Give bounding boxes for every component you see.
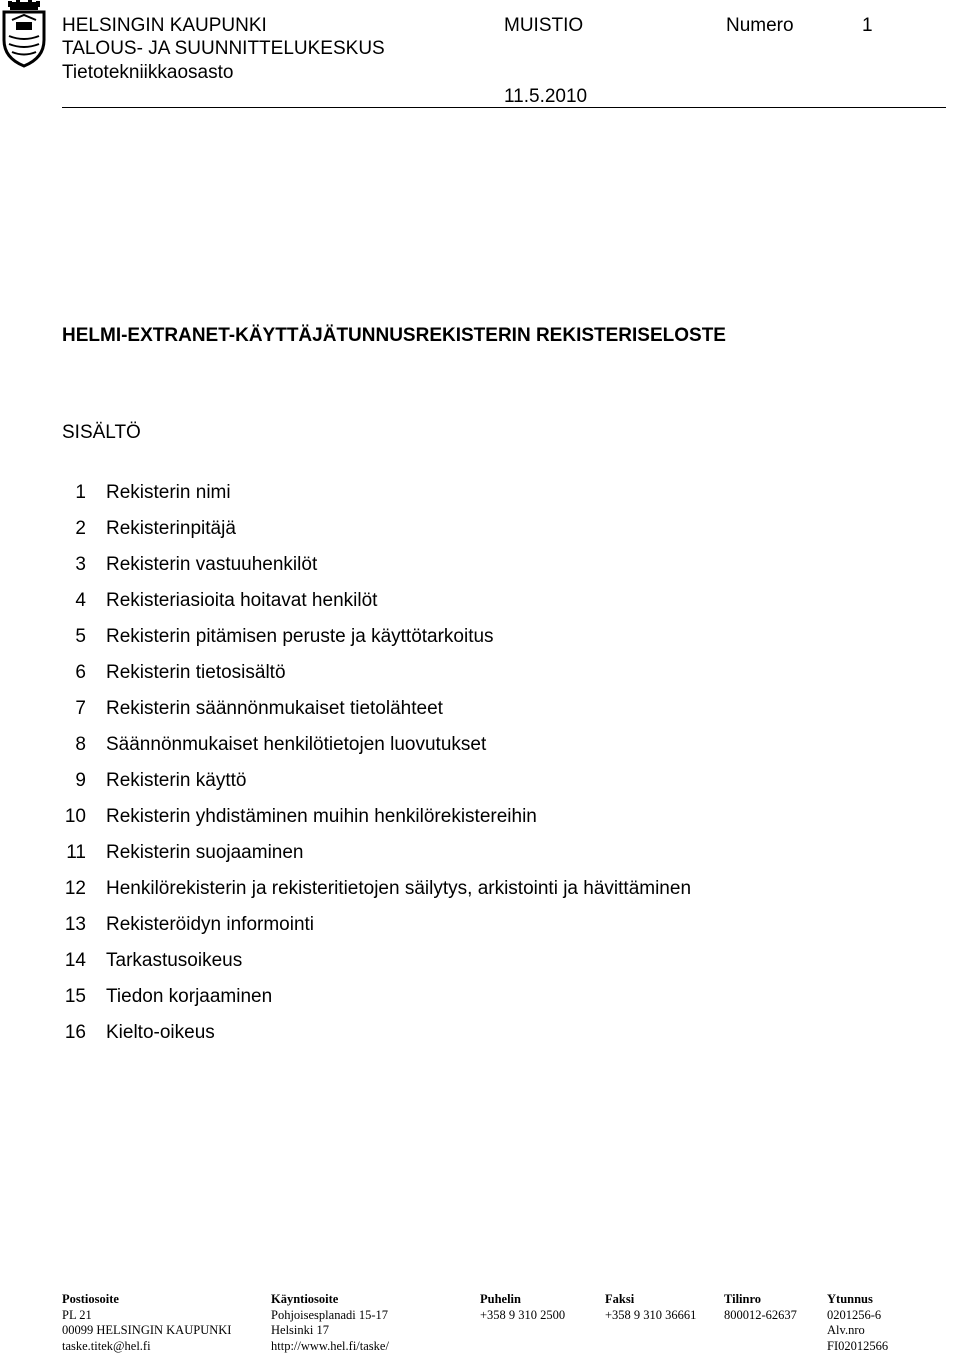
footer-line: 00099 HELSINGIN KAUPUNKI bbox=[62, 1323, 232, 1337]
toc-item-label: Rekisterin suojaaminen bbox=[106, 842, 304, 863]
footer-account bbox=[724, 1292, 797, 1323]
toc-item bbox=[62, 1020, 691, 1056]
toc-item-number: 5 bbox=[75, 626, 86, 647]
toc-item-number: 15 bbox=[64, 986, 86, 1007]
toc-item-number: 1 bbox=[75, 482, 86, 503]
toc-item-number: 3 bbox=[75, 554, 86, 575]
page-title: HELMI-EXTRANET-KÄYTTÄJÄTUNNUSREKISTERIN REKISTERISELOSTE bbox=[62, 325, 726, 346]
toc-item-label: Rekisterin vastuuhenkilöt bbox=[106, 554, 318, 575]
footer-business-id bbox=[827, 1292, 888, 1354]
doc-type: MUISTIO bbox=[504, 15, 584, 36]
table-of-contents bbox=[62, 480, 691, 1056]
toc-item-label: Säännönmukaiset henkilötietojen luovutukset bbox=[106, 734, 487, 755]
footer-line: 800012-62637 bbox=[724, 1307, 797, 1322]
toc-item-number: 14 bbox=[64, 950, 86, 971]
toc-item-number: 10 bbox=[64, 806, 86, 827]
footer-line: Alv.nro bbox=[827, 1323, 865, 1337]
toc-item bbox=[62, 984, 691, 1020]
footer-fax bbox=[605, 1292, 696, 1323]
toc-item-label: Rekisterin pitämisen peruste ja käyttötarkoitus bbox=[106, 626, 494, 647]
toc-item bbox=[62, 768, 691, 804]
toc-heading: SISÄLTÖ bbox=[62, 422, 141, 443]
toc-item bbox=[62, 480, 691, 516]
toc-item-number: 2 bbox=[75, 518, 86, 539]
footer-line: PL 21 bbox=[62, 1307, 92, 1322]
org-department: TALOUS- JA SUUNNITTELUKESKUS bbox=[62, 38, 385, 59]
toc-item-number: 9 bbox=[75, 770, 86, 791]
footer-line: +358 9 310 2500 bbox=[480, 1307, 566, 1322]
footer-heading: Käyntiosoite bbox=[271, 1292, 339, 1306]
footer-heading: Tilinro bbox=[724, 1292, 762, 1306]
toc-item-label: Rekisterin nimi bbox=[106, 482, 231, 503]
toc-item-label: Tiedon korjaaminen bbox=[106, 986, 273, 1007]
org-name: HELSINGIN KAUPUNKI bbox=[62, 15, 267, 36]
toc-item-number: 12 bbox=[64, 878, 86, 899]
footer-line: FI02012566 bbox=[827, 1338, 889, 1353]
toc-item-label: Henkilörekisterin ja rekisteritietojen säilytys, arkistointi ja hävittäminen bbox=[106, 878, 692, 899]
toc-item bbox=[62, 876, 691, 912]
org-unit: Tietotekniikkaosasto bbox=[62, 62, 234, 83]
toc-item-number: 11 bbox=[66, 842, 86, 863]
footer-heading: Postiosoite bbox=[62, 1292, 119, 1306]
doc-date: 11.5.2010 bbox=[504, 86, 588, 107]
footer-heading: Faksi bbox=[605, 1292, 635, 1306]
toc-item-label: Rekisteriasioita hoitavat henkilöt bbox=[106, 590, 378, 611]
toc-item-label: Rekisterinpitäjä bbox=[106, 518, 236, 539]
toc-item bbox=[62, 948, 691, 984]
toc-item-label: Rekisterin säännönmukaiset tietolähteet bbox=[106, 698, 443, 719]
toc-item-label: Tarkastusoikeus bbox=[106, 950, 243, 971]
toc-item bbox=[62, 588, 691, 624]
footer-postal-address bbox=[62, 1292, 231, 1354]
toc-item-label: Rekisterin käyttö bbox=[106, 770, 247, 791]
toc-item-number: 4 bbox=[75, 590, 86, 611]
toc-item bbox=[62, 552, 691, 588]
toc-item-label: Rekisteröidyn informointi bbox=[106, 914, 315, 935]
toc-item-label: Kielto-oikeus bbox=[106, 1022, 215, 1043]
toc-item bbox=[62, 624, 691, 660]
helsinki-coat-of-arms-icon bbox=[0, 0, 48, 70]
toc-item-number: 6 bbox=[75, 662, 86, 683]
toc-item-number: 13 bbox=[64, 914, 86, 935]
toc-item-number: 16 bbox=[64, 1022, 86, 1043]
footer-line: +358 9 310 36661 bbox=[605, 1307, 697, 1322]
footer-heading: Puhelin bbox=[480, 1292, 521, 1306]
toc-item bbox=[62, 840, 691, 876]
number-label: Numero bbox=[726, 15, 794, 36]
toc-item bbox=[62, 660, 691, 696]
footer-website: http://www.hel.fi/taske/ bbox=[271, 1338, 389, 1353]
footer-line: Helsinki 17 bbox=[271, 1323, 329, 1337]
footer-line: Pohjoisesplanadi 15-17 bbox=[271, 1307, 389, 1322]
header-divider bbox=[62, 107, 946, 108]
footer-line: 0201256-6 bbox=[827, 1307, 882, 1322]
toc-item-label: Rekisterin yhdistäminen muihin henkilörekistereihin bbox=[106, 806, 537, 827]
toc-item bbox=[62, 912, 691, 948]
number-value: 1 bbox=[862, 15, 873, 36]
toc-item bbox=[62, 804, 691, 840]
toc-item-number: 8 bbox=[75, 734, 86, 755]
toc-item-label: Rekisterin tietosisältö bbox=[106, 662, 286, 683]
footer-email: taske.titek@hel.fi bbox=[62, 1338, 151, 1353]
toc-item-number: 7 bbox=[75, 698, 86, 719]
footer-heading: Ytunnus bbox=[827, 1292, 873, 1306]
toc-item bbox=[62, 696, 691, 732]
footer-phone bbox=[480, 1292, 565, 1323]
footer-visiting-address bbox=[271, 1292, 389, 1354]
toc-item bbox=[62, 732, 691, 768]
toc-item bbox=[62, 516, 691, 552]
